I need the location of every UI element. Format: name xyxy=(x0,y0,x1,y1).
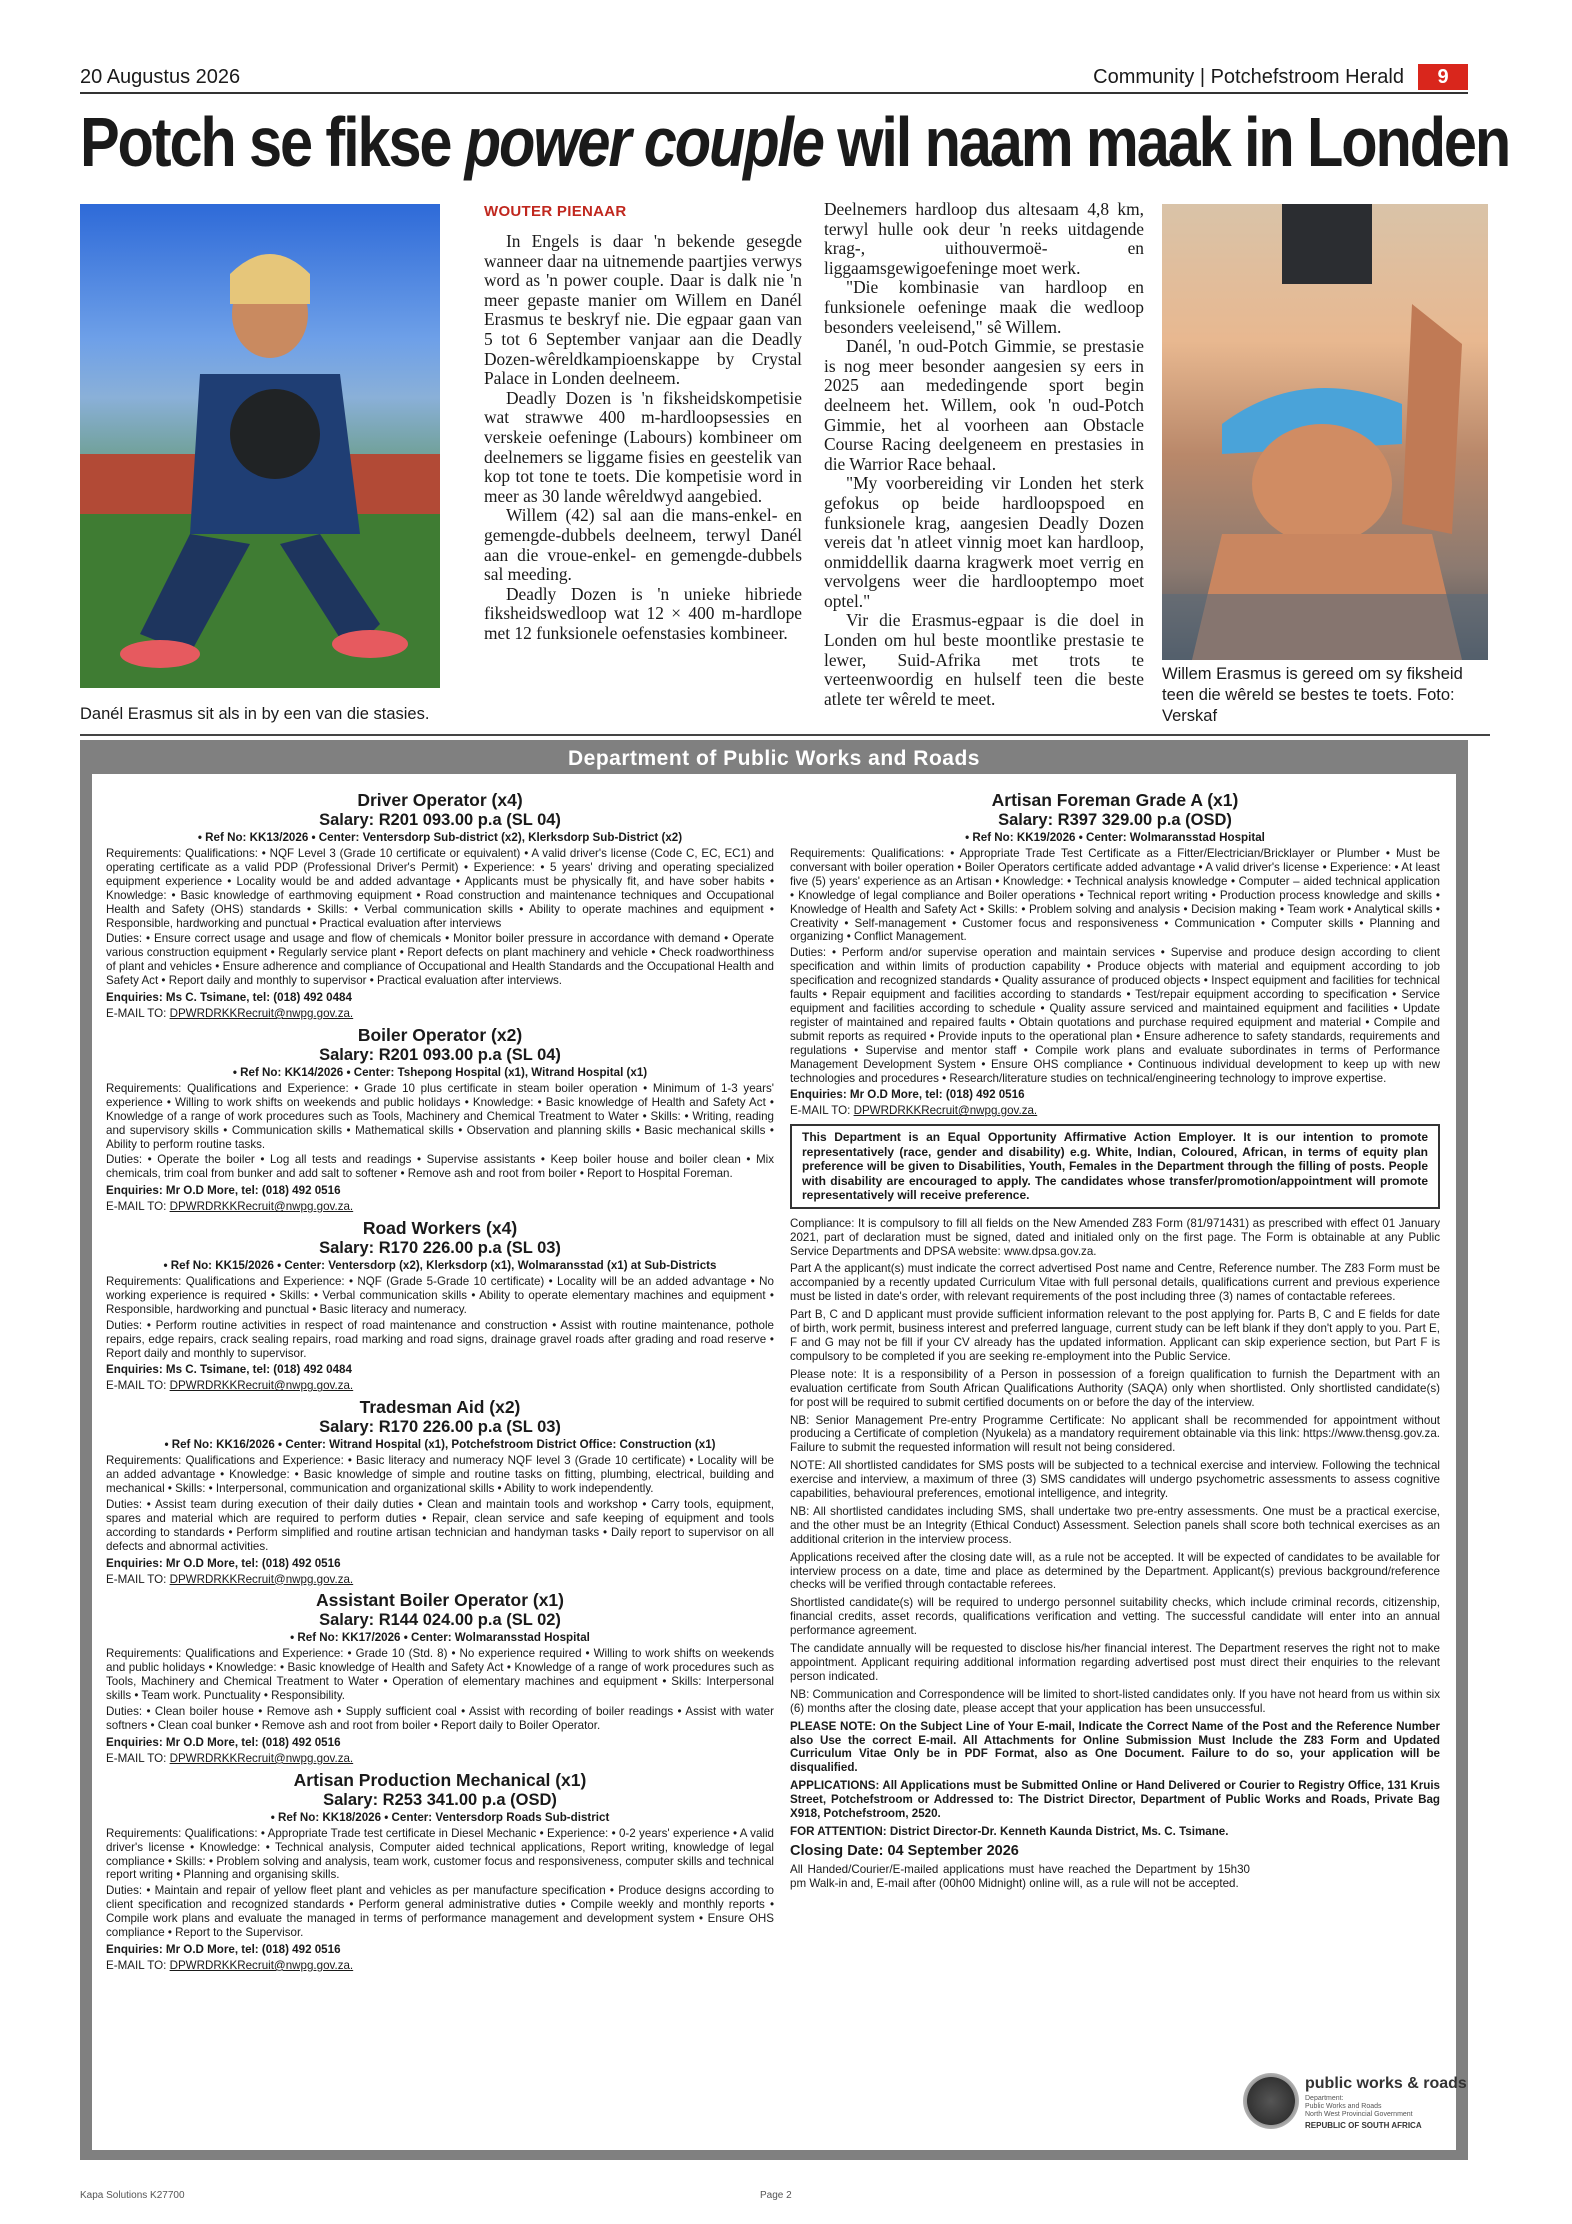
please-note: PLEASE NOTE: On the Subject Line of Your E-mail, Indicate the Correct Name of the Post and the Reference Number also Use the correct E-mail. All Attachments for Online Submission Must Include the Z83 Form and Updated Curriculum Vitae Only be in PDF Format, also as One Document. Failure to do so, your application will be disqualified. xyxy=(790,1719,1440,1775)
advert-body xyxy=(92,774,1456,2150)
paragraph: Vir die Erasmus-egpaar is die doel in Londen om hul beste moontlike prestasie te lewer, Suid-Afrika met trots te verteenwoordig en hulself teen die beste atlete ter wêreld te meet. xyxy=(824,610,1144,709)
note: Shortlisted candidate(s) will be required to undergo personnel suitability checks, which include criminal records, citizenship, financial credits, asset records, qualifications verification and vetting. The successful candidate will enter into an annual performance agreement. xyxy=(790,1596,1440,1638)
note: NB: Communication and Correspondence will be limited to short-listed candidates only. If you have not heard from us within six (6) months after the closing date, please accept that your application has been unsuccessful. xyxy=(790,1687,1440,1715)
email-link[interactable]: DPWRDRKKRecruit@nwpg.gov.za. xyxy=(169,1572,354,1586)
job-enquiries: Enquiries: Mr O.D More, tel: (018) 492 0516 xyxy=(106,1735,341,1749)
job-salary: Salary: R144 024.00 p.a (SL 02) xyxy=(319,1611,561,1630)
job-title: Tradesman Aid (x2) xyxy=(359,1397,521,1418)
final-note: All Handed/Courier/E-mailed applications must have reached the Department by 15h30 pm Walk-in and, E-mail after (00h00 Midnight) online will, as a rule will not be accepted. xyxy=(790,1862,1250,1890)
footer-page: Page 2 xyxy=(760,2190,792,2201)
job-duties: Duties: • Maintain and repair of yellow fleet plant and vehicles as per manufacture specification • Produce designs according to client specification and recognized standards • Perform general administrative duties • Compile weekly and monthly reports • Compile work plans and evaluate the managed in terms of performance management and development system • Ensure OHS compliance • Report to the Supervisor. xyxy=(106,1884,774,1940)
email-link[interactable]: DPWRDRKKRecruit@nwpg.gov.za. xyxy=(169,1200,354,1214)
job-salary: Salary: R201 093.00 p.a (SL 04) xyxy=(319,811,561,829)
job-enquiries: Enquiries: Ms C. Tsimane, tel: (018) 492 0484 xyxy=(106,1363,352,1377)
note: Please note: It is a responsibility of a Person in possession of a foreign qualification to furnish the Department with an evaluation certificate from South African Qualifications Authority (SAQA) only when shortlisted. Only shortlisted candidate(s) for post will be required to submit certified documents on or before the day of the interview. xyxy=(790,1367,1440,1409)
note: Part A the applicant(s) must indicate the correct advertised Post name and Centre, Reference number. The Z83 Form must be accompanied by a recently updated Curriculum Vitae with full personal details, qualifications current and previous experience must be listed in date's order, with relevant requirements of the post including three (3) names of contactable referees. xyxy=(790,1262,1440,1304)
email-link[interactable]: DPWRDRKKRecruit@nwpg.gov.za. xyxy=(169,1958,354,1972)
byline: WOUTER PIENAAR xyxy=(484,203,627,220)
email-link[interactable]: DPWRDRKKRecruit@nwpg.gov.za. xyxy=(169,1379,354,1393)
job-duties: Duties: • Perform routine activities in respect of road maintenance and construction • Assist with routine maintenance, pothole repairs, edge repairs, crack sealing repairs, road marking and road signs, drainage gravel roads after grading and road reserve • Report daily and monthly to supervisor. xyxy=(106,1318,774,1360)
right-column xyxy=(790,788,1440,1891)
job-enquiries: Enquiries: Mr O.D More, tel: (018) 492 0516 xyxy=(790,1088,1025,1102)
photo2-caption: Willem Erasmus is gereed om sy fiksheid teen die wêreld se bestes te toets. Foto: Verskaf xyxy=(1162,665,1463,725)
issue-date: 20 Augustus 2026 xyxy=(80,66,241,88)
public-works-logo xyxy=(1243,2073,1469,2133)
note: Compliance: It is compulsory to fill all fields on the New Amended Z83 Form (81/971431) as prescribed with effect 01 January 2021, part of declaration must be signed, dated and initialed only on the first page. The Form is obtainable at any Public Service Departments and DPSA website: www.dpsa.gov.za. xyxy=(790,1216,1440,1258)
job-ref: • Ref No: KK16/2026 • Center: Witrand Hospital (x1), Potchefstroom District Office: Construction (x1) xyxy=(164,1438,716,1452)
section-label: Community | Potchefstroom Herald xyxy=(1093,66,1404,88)
job-ref: • Ref No: KK13/2026 • Center: Ventersdorp Sub-district (x2), Klerksdorp Sub-District (x2) xyxy=(197,831,683,844)
job-salary: Salary: R253 341.00 p.a (OSD) xyxy=(323,1790,557,1809)
job-salary: Salary: R170 226.00 p.a (SL 03) xyxy=(319,1418,561,1437)
job-salary: Salary: R397 329.00 p.a (OSD) xyxy=(998,811,1232,829)
job-requirements: Requirements: Qualifications and Experience: • Grade 10 (Std. 8) • No experience required • Willing to work shifts on weekends and public holidays • Knowledge: • Basic knowledge of Health and Safety Act • Knowledge of a range of work procedures such as Tools, Machinery and Chemical Treatment to Water • Operation of elementary machines and equipment • Skills: Interpersonal skills • Team work. Punctuality • Responsibility. xyxy=(106,1647,774,1703)
job-duties: Duties: • Operate the boiler • Log all tests and readings • Supervise assistants • Keep boiler house and boiler clean • Mix chemicals, trim coal from bunker and add salt to softener • Remove ash and root from boiler • Report to Hospital Foreman. xyxy=(106,1153,774,1181)
job-ref: • Ref No: KK19/2026 • Center: Wolmaransstad Hospital xyxy=(965,831,1265,844)
job-requirements: Requirements: Qualifications and Experience: • NQF (Grade 5-Grade 10 certificate) • Locality will be an added advantage • No working experience is required • Skills: • Verbal communication skills • Ability to operate elementary machines and equipment • Responsible, hardworking and punctual • Basic literacy and numeracy. xyxy=(106,1275,774,1316)
note: Applications received after the closing date will, as a rule not be accepted. It will be expected of candidates to be available for interview process on a date, time and place as determined by the Department. Applicant(s) previous background/reference checks will be verified through contactable referees. xyxy=(790,1550,1440,1592)
paragraph: In Engels is daar 'n bekende gesegde wanneer daar na uitnemende paartjies verwys word as 'n power couple. Daar is dalk nie 'n meer gepaste manier om Willem en Danél Erasmus te beskryf nie. Die egpaar gaan van 5 tot 6 September vanjaar aan die Deadly Dozen-wêreldkampioenskappe by Crystal Palace in Londen deelneem. xyxy=(484,231,802,389)
email-link[interactable]: DPWRDRKKRecruit@nwpg.gov.za. xyxy=(169,1751,354,1765)
page-footer xyxy=(80,2190,1468,2201)
photo1-caption: Danél Erasmus sit als in by een van die stasies. xyxy=(80,705,430,723)
advert-title: Department of Public Works and Roads xyxy=(567,747,980,770)
job-email: E-MAIL TO: DPWRDRKKRecruit@nwpg.gov.za. xyxy=(106,1958,354,1972)
job-duties: Duties: • Perform and/or supervise operation and maintain services • Supervise and produce design according to client specification and within limits of production capability • Produce objects with material and equipment according to job specification and recognized standards • Quality assurance of produced objects • Inspect equipment and facilities for technical faults • Repair equipment and facilities according to standards • Test/repair equipment according to specification • Service equipment and facilities according to schedule • Quality assure serviced and maintained equipment and facilities • Update register of maintained and repaired faults • Obtain quotations and purchase required equipment and material • Compile and submit reports as required • Provide inputs to the operational plan • Ensure adherence to safety standards, requirements and regulations • Supervise and mentor staff • Compile work plans and evaluate subordinates in terms of Performance Management Development System • Ensure OHS compliance • Continuous individual development to keep up with new technologies and procedures • Research/literature studies on technical/engineering technology to improve expertise. xyxy=(790,946,1440,1085)
job-email: E-MAIL TO: DPWRDRKKRecruit@nwpg.gov.za. xyxy=(106,1751,354,1765)
job-email: E-MAIL TO: DPWRDRKKRecruit@nwpg.gov.za. xyxy=(106,1200,354,1214)
job-title: Artisan Production Mechanical (x1) xyxy=(293,1769,587,1790)
note: The candidate annually will be requested to disclose his/her financial interest. The Department reserves the right not to make appointment. Applicant requiring additional information regarding advertised post must direct their enquiries to the relevant person indicated. xyxy=(790,1642,1440,1683)
job-listing xyxy=(106,1025,774,1214)
paragraph: Deelnemers hardloop dus altesaam 4,8 km, terwyl hulle ook deur 'n reeks uitdagende krag-, uithouvermoë- en liggaamsgewigoefeninge moet werk. xyxy=(824,199,1144,278)
paragraph: "My voorbereiding vir Londen het sterk gefokus op beide hardloopspoed en funksionele krag, aangesien Deadly Dozen vereis dat 'n atleet vinnig moet kan hardloop, onmiddellik daarna kragwerk moet verrig en vervolgens weer die hardlooptempo moet optel." xyxy=(824,473,1144,611)
job-email: E-MAIL TO: DPWRDRKKRecruit@nwpg.gov.za. xyxy=(106,1379,354,1393)
headline: Potch se fikse power couple wil naam maak in Londen xyxy=(80,103,1510,181)
job-email: E-MAIL TO: DPWRDRKKRecruit@nwpg.gov.za. xyxy=(106,1572,354,1586)
job-email: E-MAIL TO: DPWRDRKKRecruit@nwpg.gov.za. xyxy=(790,1104,1038,1118)
paragraph: Deadly Dozen is 'n unieke hibriede fiksheidswedloop wat 12 × 400 m-hardlope met 12 funksionele oefenstasies kombineer. xyxy=(484,583,802,643)
job-email: E-MAIL TO: DPWRDRKKRecruit@nwpg.gov.za. xyxy=(106,1006,354,1020)
note: Part B, C and D applicant must provide sufficient information relevant to the post applying for. Parts B, C and E fields for date of birth, work permit, business interest and preferred language, current study can be left blank if they don't apply to you. Part E, F and G may not be fill if your CV already has the updated information. Applicant can skip experience section, but Part F is compulsory to be completed if you are seeking re-employment into the Public Service. xyxy=(790,1308,1440,1363)
logo-country: REPUBLIC OF SOUTH AFRICA xyxy=(1305,2121,1422,2130)
job-enquiries: Enquiries: Ms C. Tsimane, tel: (018) 492 0484 xyxy=(106,991,352,1005)
job-ref: • Ref No: KK14/2026 • Center: Tshepong Hospital (x1), Witrand Hospital (x1) xyxy=(232,1065,648,1079)
email-link[interactable]: DPWRDRKKRecruit@nwpg.gov.za. xyxy=(169,1006,354,1020)
job-advert xyxy=(80,740,1468,2160)
job-listing xyxy=(106,1590,774,1765)
attention: FOR ATTENTION: District Director-Dr. Kenneth Kaunda District, Ms. C. Tsimane. xyxy=(790,1824,1229,1838)
photo-danel-erasmus xyxy=(80,204,440,688)
job-ref: • Ref No: KK18/2026 • Center: Ventersdorp Roads Sub-district xyxy=(270,1810,610,1824)
job-salary: Salary: R170 226.00 p.a (SL 03) xyxy=(319,1239,561,1258)
divider xyxy=(80,734,1490,736)
article-column-2 xyxy=(824,200,1144,709)
paragraph: Deadly Dozen is 'n fiksheidskompetisie wat strawwe 400 m-hardloopsessies en verskeie oefeninge (Labours) kombineer om deelnemers se liggame fisies en geestelik van kop tot tone te toets. Die kompetisie word in meer as 30 lande wêreldwyd aangebied. xyxy=(484,387,802,506)
logo-name: public works & roads xyxy=(1305,2075,1467,2092)
job-requirements: Requirements: Qualifications and Experience: • Basic literacy and numeracy NQF level 3 (Grade 10 certificate) • Locality will be an added advantage • Knowledge: • Basic knowledge of simple and routine tasks on fitting, plumbing, electrical, building and mechanical • Skills: • Interpersonal, communication and organizational skills • Ability to work independently. xyxy=(106,1454,774,1496)
job-title: Road Workers (x4) xyxy=(362,1218,518,1239)
job-listing xyxy=(106,790,774,1021)
equity-notice: This Department is an Equal Opportunity Affirmative Action Employer. It is our intention to promote representatively (race, gender and disability) e.g. White, Indian, Coloured, African, in terms of equity plan preference will be given to Disabilities, Youth, Females in the Department through the filling of posts. People with disability are encouraged to apply. The candidates whose transfer/promotion/appointment will promote representatively will receive preference. xyxy=(790,1124,1440,1209)
job-duties: Duties: • Ensure correct usage and usage and flow of chemicals • Monitor boiler pressure in accordance with demand • Operate various construction equipment • Regularly service plant • Report defects on plant machinery and vehicle • Check roadworthiness of plant and vehicles • Ensure adherence and compliance of Occupational and Health Standards and the Occupational Health and Safety Act • Report daily and monthly to supervisor • Practical evaluation after interviews. xyxy=(106,932,774,988)
job-listing xyxy=(106,1218,774,1393)
job-listing xyxy=(106,1770,774,1973)
job-listing xyxy=(106,1397,774,1586)
logo-subtitle: Department: Public Works and Roads North West Provincial Government xyxy=(1305,2095,1413,2118)
paragraph: "Die kombinasie van hardloop en funksionele oefeninge maak die wedloop besonders veeleisend," sê Willem. xyxy=(824,277,1144,337)
job-requirements: Requirements: Qualifications: • Appropriate Trade Test Certificate as a Fitter/Electrician/Bricklayer or Plumber • Must be conversant with boiler operation • Boiler Operators certificate added advantage • A valid driver's license • Experience: • At least five (5) years' experience as an Artisan • Knowledge: • Technical analysis knowledge • Computer – aided technical application • Knowledge of legal compliance and Boiler operations • Technical report writing • Production process knowledge and skills • Knowledge of Health and Safety Act • Skills: • Problem solving and analysis • Decision making • Team work • Analytical skills • Creativity • Self-management • Customer focus and responsiveness • Communication • Computer skills • Planning and organizing • Conflict Management. xyxy=(790,847,1440,944)
footer-code: Kapa Solutions K27700 xyxy=(80,2190,185,2201)
job-salary: Salary: R201 093.00 p.a (SL 04) xyxy=(319,1045,561,1064)
paragraph: Willem (42) sal aan die mans-enkel- en gemengde-dubbels deelneem, terwyl Danél aan die vroue-enkel- en gemengde-dubbels sal meeding. xyxy=(484,505,802,585)
page-header xyxy=(80,64,1468,94)
job-requirements: Requirements: Qualifications: • NQF Level 3 (Grade 10 certificate or equivalent) • A valid driver's license (Code C, EC, EC1) and operating certificate as a valid PDP (Professional Driver's Permit) • Experience: • 5 years' driving and operating specialized equipment experience • Locality would be and added advantage • Applicants must be physically fit, and have sober habits • Knowledge: • Basic knowledge of earthmoving equipment • Road construction and maintenance techniques and Occupational Health and Safety (OHS) standards • Skills: • Verbal communication skills • Ability to operate machines and equipment • Responsible, hardworking and punctual • Practical evaluation after interviews xyxy=(106,847,774,930)
job-title: Driver Operator (x4) xyxy=(357,790,523,810)
note: NB: All shortlisted candidates including SMS, shall undertake two pre-entry assessments. One must be a practical exercise, and the other must be an Integrity (Ethical Conduct) Assessment. Selection panels shall score both technical exercises as an additional criterion in the interview process. xyxy=(790,1504,1440,1546)
job-listing xyxy=(790,790,1440,1118)
page-number: 9 xyxy=(1418,64,1468,90)
job-duties: Duties: • Assist team during execution of their daily duties • Clean and maintain tools and workshop • Carry tools, equipment, spares and material which are required to perform duties • Repair, clean service and safe keeping of equipment and tools according to standards • Perform simplified and routine artisan technician and handyman tasks • Daily report to supervisor on all defects and abnormal activities. xyxy=(106,1498,774,1553)
job-enquiries: Enquiries: Mr O.D More, tel: (018) 492 0516 xyxy=(106,1184,341,1198)
job-enquiries: Enquiries: Mr O.D More, tel: (018) 492 0516 xyxy=(106,1942,341,1956)
note: NOTE: All shortlisted candidates for SMS posts will be subjected to a technical exercise and interview. Following the technical exercise and interview, a maximum of three (3) SMS candidates will undergo psychometric assessments to assess cognitive capabilities, behavioural preferences, emotional intelligence, and integrity. xyxy=(790,1459,1440,1501)
job-ref: • Ref No: KK15/2026 • Center: Ventersdorp (x2), Klerksdorp (x1), Wolmaransstad (x1) at Sub-Districts xyxy=(163,1259,717,1273)
job-title: Assistant Boiler Operator (x1) xyxy=(316,1590,564,1611)
note: NB: Senior Management Pre-entry Programme Certificate: No applicant shall be recommended for appointment without producing a Certificate of completion (Nyukela) as a mandatory requirement obtainable via this link: https://www.thensg.gov.za. Failure to submit the requested information will result not being considered. xyxy=(790,1413,1440,1455)
job-requirements: Requirements: Qualifications: • Appropriate Trade test certificate in Diesel Mechanic • Experience: • 0-2 years' experience • A valid driver's license • Knowledge: • Technical analysis, Computer aided technical applications, Report writing, knowledge of legal compliance • Skills: • Problem solving and analysis, team work, customer focus and responsiveness, computer skills and technical report writing • Planning and organising skills. xyxy=(106,1826,774,1882)
paragraph: Danél, 'n oud-Potch Gimmie, se prestasie is nog meer besonder aangesien sy eers in 2025 aan mededingende sport begin deelneem het. Willem, ook 'n oud-Potch Gimmie, het al voorheen aan Obstacle Course Racing deelgeneem en prestasies in die Warrior Race behaal. xyxy=(824,336,1144,474)
photo-willem-erasmus xyxy=(1162,204,1488,660)
job-requirements: Requirements: Qualifications and Experience: • Grade 10 plus certificate in steam boiler operation • Minimum of 1-3 years' experience • Willing to work shifts on weekends and public holidays • Knowledge: • Basic knowledge of Health and Safety Act • Knowledge of a range of work procedures such as Tools, Machinery and Chemical Treatment to Water • Skills: • Writing, reading and supervisory skills • Communication skills • Mathematical skills • Observation and planning skills • Basic mechanical skills • Ability to perform routine tasks. xyxy=(106,1081,774,1151)
job-title: Boiler Operator (x2) xyxy=(357,1024,523,1045)
job-title: Artisan Foreman Grade A (x1) xyxy=(991,790,1239,810)
job-enquiries: Enquiries: Mr O.D More, tel: (018) 492 0516 xyxy=(106,1556,341,1570)
article-column-1 xyxy=(484,232,802,643)
applications: APPLICATIONS: All Applications must be Submitted Online or Hand Delivered or Courier to Registry Office, 131 Kruis Street, Potchefstroom or Addressed to: The District Director, Department of Public Works and Roads, Private Bag X918, Potchefstroom, 2520. xyxy=(790,1779,1440,1821)
left-jobs-column xyxy=(106,788,774,1977)
closing-date: Closing Date: 04 September 2026 xyxy=(790,1842,1019,1859)
job-duties: Duties: • Clean boiler house • Remove ash • Supply sufficient coal • Assist with recording of boiler readings • Assist with water softners • Clean coal bunker • Remove ash and root from boiler • Report daily to Boiler Operator. xyxy=(106,1705,774,1732)
job-ref: • Ref No: KK17/2026 • Center: Wolmaransstad Hospital xyxy=(290,1631,590,1645)
email-link[interactable]: DPWRDRKKRecruit@nwpg.gov.za. xyxy=(853,1104,1038,1118)
coat-of-arms-icon xyxy=(1243,2073,1299,2129)
